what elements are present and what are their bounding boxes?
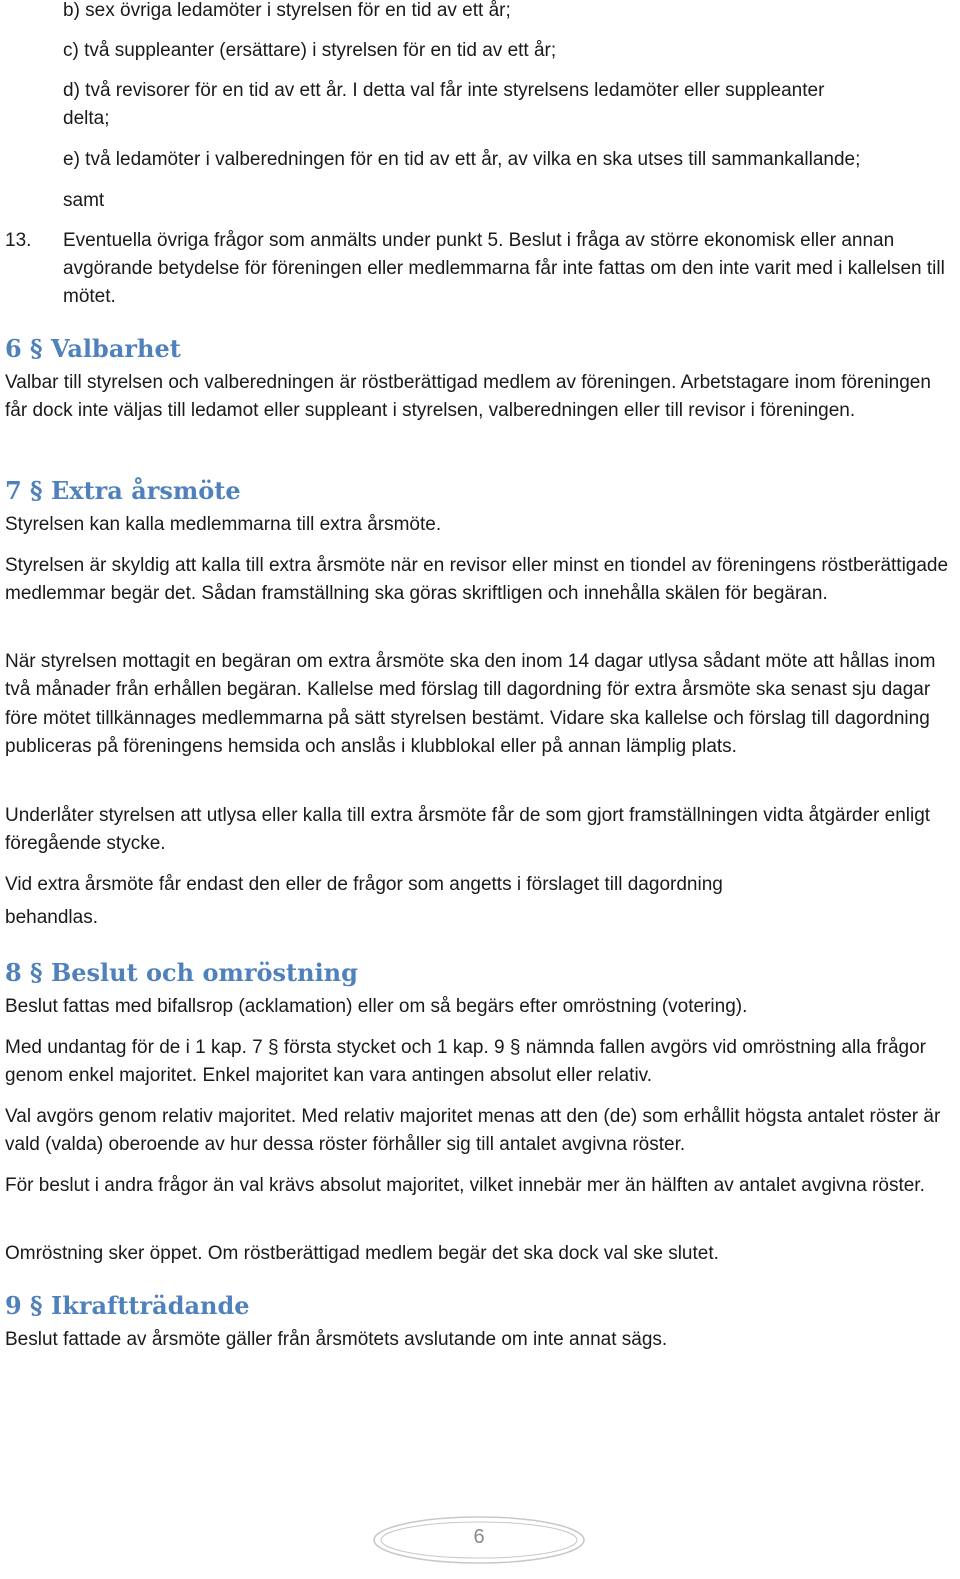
section-7-paragraph-2: Styrelsen är skyldig att kalla till extra årsmöte när en revisor eller minst en tiondel av föreningens röstberättigade medlemmar begär det. Sådan framställning ska göras skriftligen och innehålla skälen för begäran. — [5, 555, 949, 605]
section-8-paragraph-2: Med undantag för de i 1 kap. 7 § första stycket och 1 kap. 9 § nämnda fallen avgörs vid omröstning alla frågor genom enkel majoritet. Enkel majoritet kan vara antingen absolut eller relativ. — [5, 1037, 926, 1087]
section-7-paragraph-1: Styrelsen kan kalla medlemmarna till extra årsmöte. — [5, 514, 442, 535]
list-item-c: c) två suppleanter (ersättare) i styrelsen för en tid av ett år; — [63, 40, 557, 61]
list-item-d-line1: d) två revisorer för en tid av ett år. I detta val får inte styrelsens ledamöter eller suppleanter — [63, 80, 825, 101]
section-7-paragraph-3: När styrelsen mottagit en begäran om extra årsmöte ska den inom 14 dagar utlysa sådant möte att hållas inom två månader från erhållen begäran. Kallelse med förslag till dagordning för extra årsmöte ska senast sju dagar före mötet tillkännages medlemmarna på sätt styrelsen bestämt. Vidare ska kallelse och förslag till dagordning publiceras på föreningens hemsida och anslås i klubblokal eller på annan lämplig plats. — [5, 651, 936, 757]
list-item-e: e) två ledamöter i valberedningen för en tid av ett år, av vilka en ska utses till sammankallande; — [63, 149, 861, 170]
section-8-heading: 8 § Beslut och omröstning — [5, 958, 358, 987]
section-9-heading: 9 § Ikraftträdande — [5, 1291, 250, 1320]
list-item-b: b) sex övriga ledamöter i styrelsen för en tid av ett år; — [63, 0, 511, 21]
section-9-paragraph-1: Beslut fattade av årsmöte gäller från årsmötets avslutande om inte annat sägs. — [5, 1329, 668, 1350]
section-8-paragraph-3: Val avgörs genom relativ majoritet. Med relativ majoritet menas att den (de) som erhållit högsta antalet röster är vald (valda) oberoende av hur dessa röster förhåller sig till antalet avgivna röster. — [5, 1106, 941, 1156]
section-7-heading: 7 § Extra årsmöte — [5, 476, 241, 505]
section-8-paragraph-5: Omröstning sker öppet. Om röstberättigad medlem begär det ska dock val ske slutet. — [5, 1243, 719, 1264]
section-7-paragraph-5-line2: behandlas. — [5, 907, 98, 928]
section-7-paragraph-4: Underlåter styrelsen att utlysa eller kalla till extra årsmöte får de som gjort framställningen vidta åtgärder enligt föregående stycke. — [5, 805, 931, 855]
page-number: 6 — [473, 1526, 485, 1548]
page-footer — [372, 1515, 586, 1565]
section-8-paragraph-1: Beslut fattas med bifallsrop (acklamation) eller om så begärs efter omröstning (votering). — [5, 996, 748, 1017]
section-6-paragraph-1: Valbar till styrelsen och valberedningen är röstberättigad medlem av föreningen. Arbetstagare inom föreningen får dock inte väljas till ledamot eller suppleant i styrelsen, valberedningen eller till revisor i föreningen. — [5, 372, 931, 422]
list-item-samt: samt — [63, 190, 105, 211]
list-item-d-line2: delta; — [63, 108, 110, 129]
section-7-paragraph-5-line1: Vid extra årsmöte får endast den eller de frågor som angetts i förslaget till dagordning — [5, 874, 723, 895]
item-13-text: Eventuella övriga frågor som anmälts under punkt 5. Beslut i fråga av större ekonomisk eller annan avgörande betydelse för föreningen eller medlemmarna får inte fattas om den inte varit med i kallelsen till mötet. — [63, 230, 945, 307]
item-13-number: 13. — [5, 230, 32, 251]
section-8-paragraph-4: För beslut i andra frågor än val krävs absolut majoritet, vilket innebär mer än hälften av antalet avgivna röster. — [5, 1175, 925, 1196]
section-6-heading: 6 § Valbarhet — [5, 334, 181, 363]
